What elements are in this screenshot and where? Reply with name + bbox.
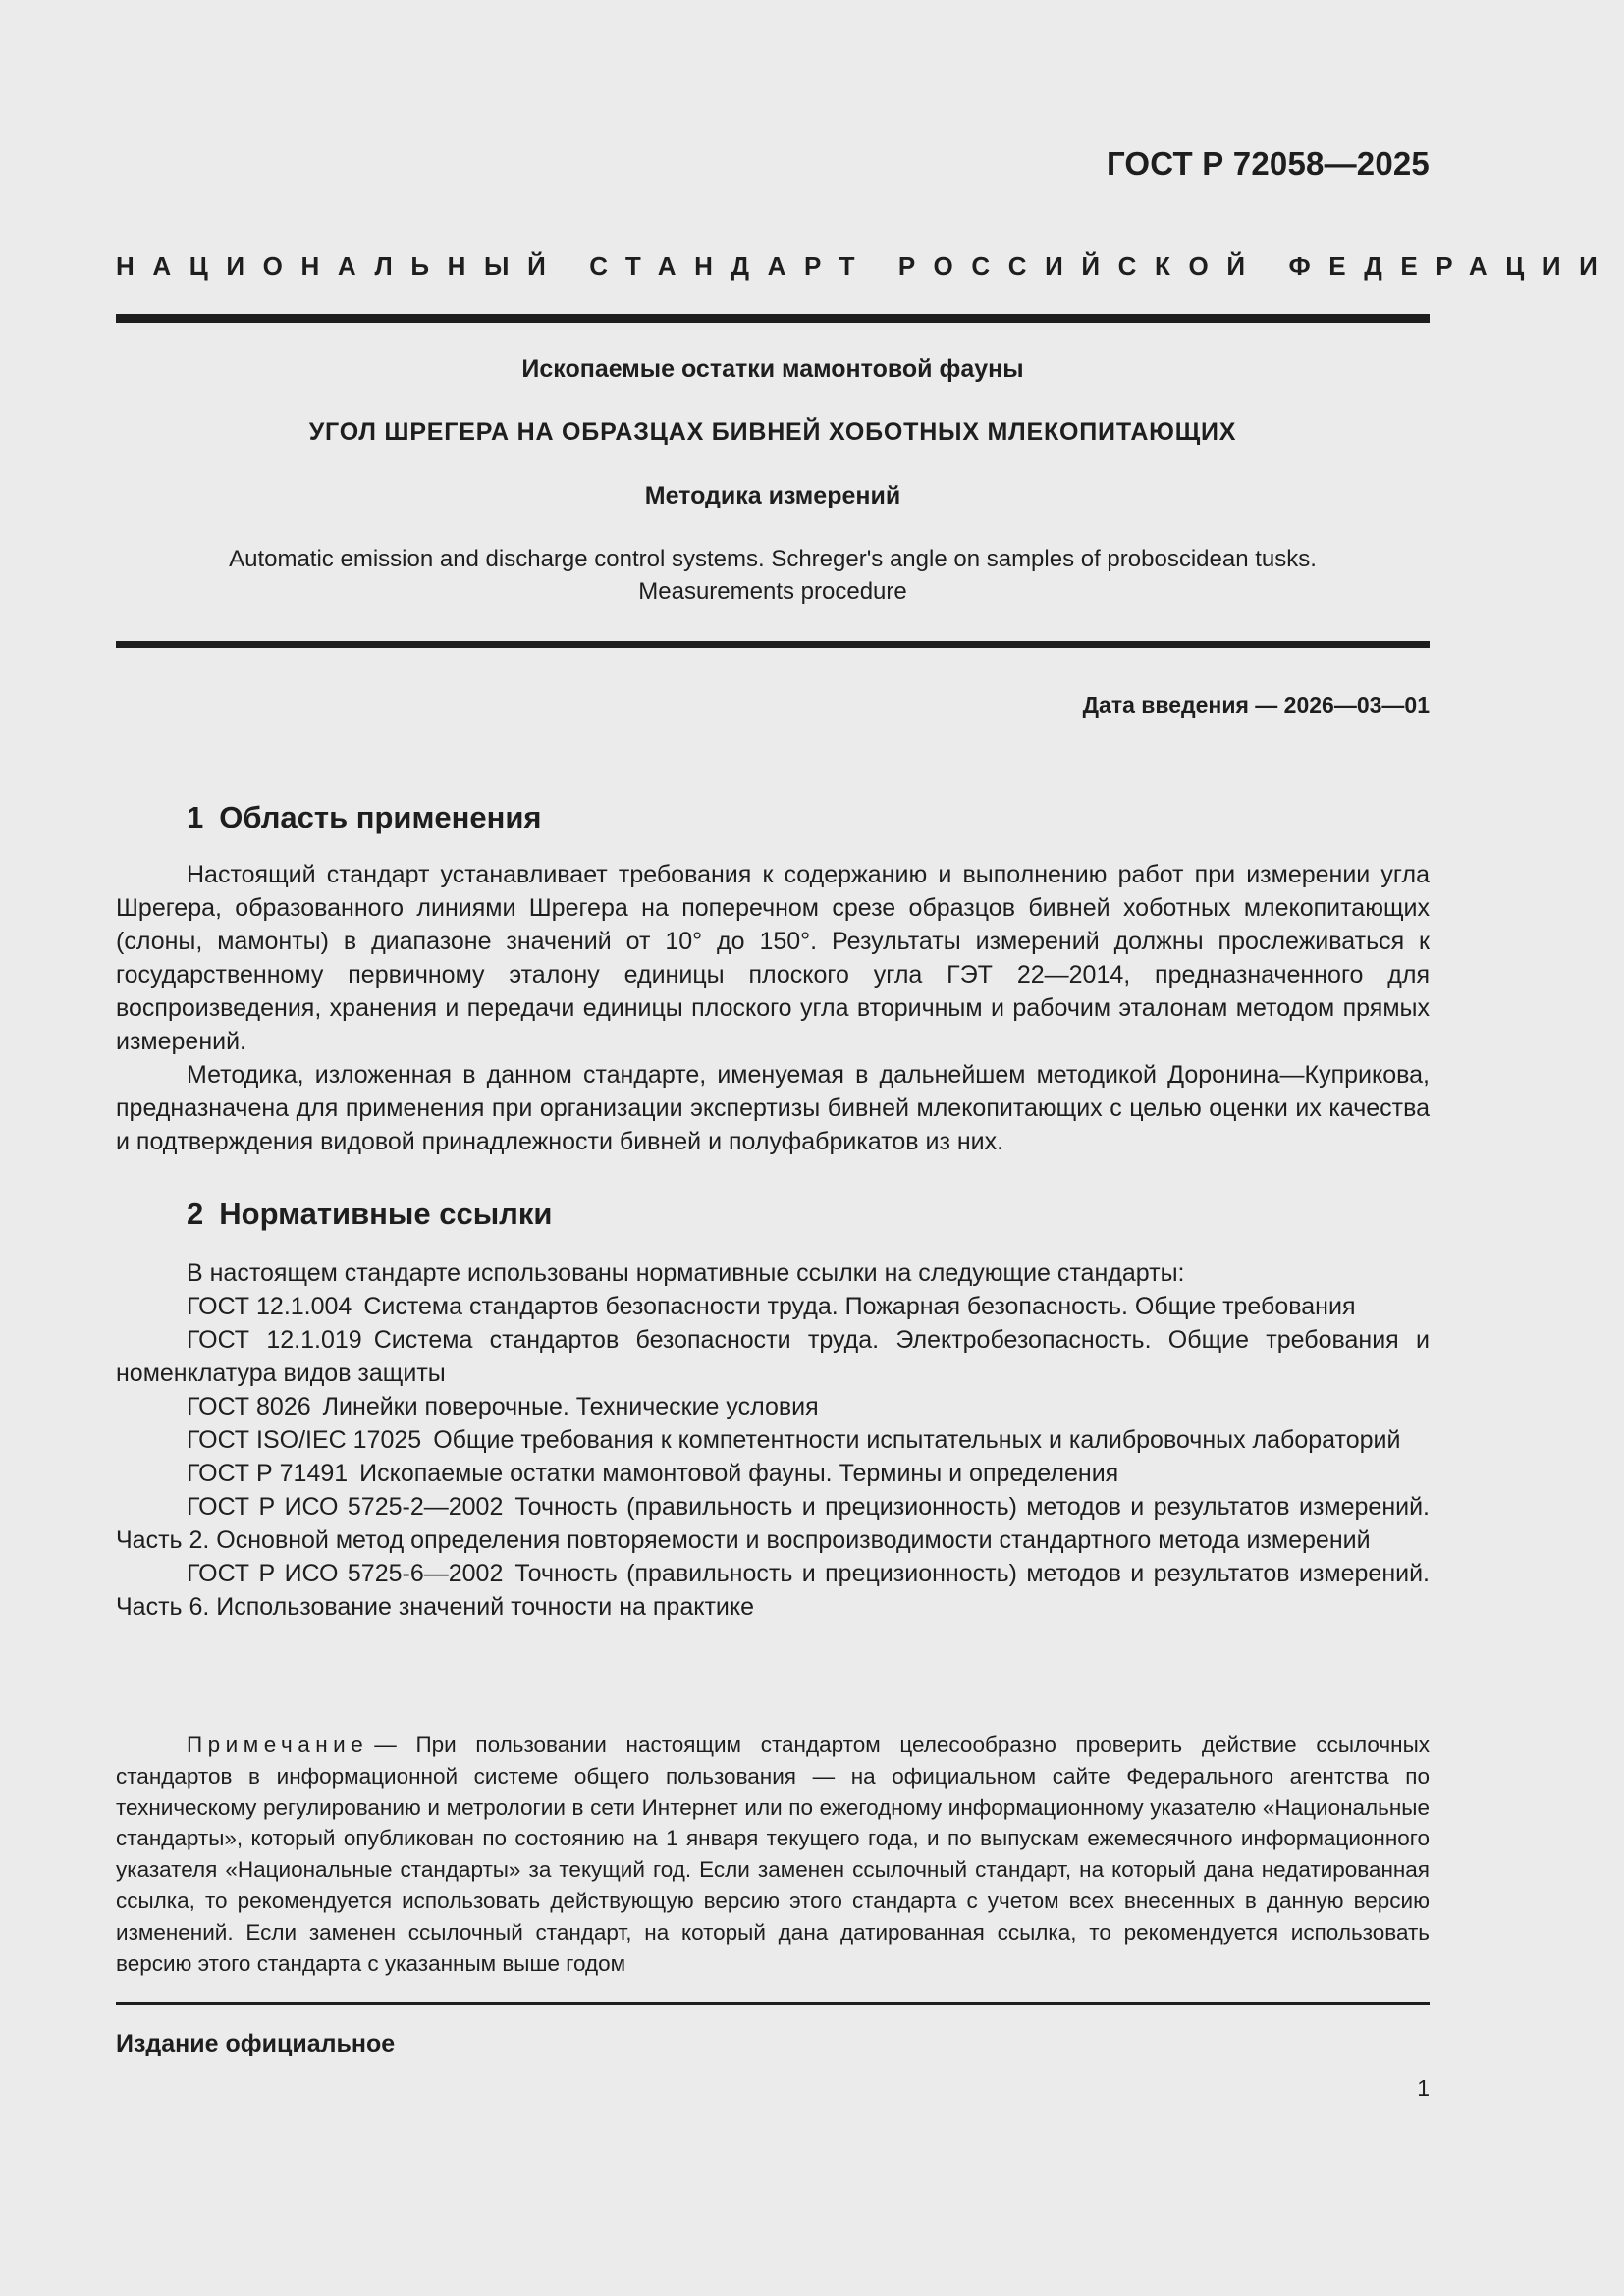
note-block bbox=[116, 1730, 1430, 1979]
section-1-body bbox=[116, 858, 1430, 1158]
section-2-intro: В настоящем стандарте использованы нормативные ссылки на следующие стандарты: bbox=[187, 1259, 1185, 1287]
section-2-title: Нормативные ссылки bbox=[219, 1197, 553, 1231]
reference-code: ГОСТ 12.1.019 bbox=[187, 1326, 362, 1354]
document-title: УГОЛ ШРЕГЕРА НА ОБРАЗЦАХ БИВНЕЙ ХОБОТНЫХ МЛЕКОПИТАЮЩИХ bbox=[308, 418, 1237, 446]
normative-reference bbox=[116, 1457, 1430, 1490]
footer-divider bbox=[116, 2002, 1430, 2005]
introduction-date: Дата введения — 2026—03—01 bbox=[1082, 692, 1430, 718]
section-1-heading bbox=[116, 800, 1500, 835]
normative-reference bbox=[116, 1490, 1430, 1557]
normative-reference bbox=[116, 1290, 1430, 1323]
section-1-number: 1 bbox=[187, 800, 204, 834]
national-standard-label: НАЦИОНАЛЬНЫЙ СТАНДАРТ РОССИЙСКОЙ ФЕДЕРАЦИИ bbox=[116, 251, 1616, 281]
note-text: — При пользовании настоящим стандартом целесообразно проверить действие ссылочных стандартов в информационной системе общего пользования — на официальном сайте Федерального агентства по техническому регулированию и метрологии в сети Интернет или по ежегодному информационному указателю «Национальные стандарты», который опубликован по состоянию на 1 января текущего года, и по выпускам ежемесячного информационного указателя «Национальные стандарты» за текущий год. Если заменен ссылочный стандарт, на который дана недатированная ссылка, то рекомендуется использовать действующую версию этого стандарта с учетом всех внесенных в данную версию изменений. Если заменен ссылочный стандарт, на который дана датированная ссылка, то рекомендуется использовать версию этого стандарта с указанным выше годом bbox=[116, 1733, 1430, 1976]
section-1-paragraph: Настоящий стандарт устанавливает требования к содержанию и выполнению работ при измерении угла Шрегера, образованного линиями Шрегера на поперечном срезе образцов бивней хоботных млекопитающих (слоны, мамонты) в диапазоне значений от 10° до 150°. Результаты измерений должны прослеживаться к государственному первичному эталону единицы плоского угла ГЭТ 22—2014, предназначенного для воспроизведения, хранения и передачи единицы плоского угла вторичным и рабочим эталонам методом прямых измерений. bbox=[116, 861, 1430, 1055]
document-subject: Ископаемые остатки мамонтовой фауны bbox=[521, 355, 1024, 383]
normative-reference bbox=[116, 1323, 1430, 1390]
english-title-line-2: Measurements procedure bbox=[638, 578, 907, 605]
official-edition-label: Издание официальное bbox=[116, 2030, 396, 2057]
section-1-title: Область применения bbox=[219, 800, 542, 834]
normative-reference bbox=[116, 1390, 1430, 1423]
reference-title: Точность (правильность и прецизионность) методов и результатов измерений. Часть 2. Основной метод определения повторяемости и воспроизводимости стандартного метода измерений bbox=[116, 1493, 1431, 1554]
reference-title: Общие требования к компетентности испытательных и калибровочных лабораторий bbox=[433, 1426, 1401, 1454]
page-number: 1 bbox=[1417, 2075, 1430, 2101]
reference-code: ГОСТ ISO/IEC 17025 bbox=[187, 1426, 422, 1454]
english-title bbox=[116, 543, 1430, 608]
reference-title: Система стандартов безопасности труда. Пожарная безопасность. Общие требования bbox=[363, 1293, 1356, 1320]
title-divider bbox=[116, 641, 1430, 648]
reference-title: Линейки поверочные. Технические условия bbox=[322, 1393, 819, 1420]
gost-code: ГОСТ Р 72058—2025 bbox=[1106, 145, 1430, 182]
reference-code: ГОСТ 8026 bbox=[187, 1393, 311, 1420]
section-1-paragraph: Методика, изложенная в данном стандарте, именуемая в дальнейшем методикой Доронина—Куприкова, предназначена для применения при организации экспертизы бивней млекопитающих с целью оценки их качества и подтверждения видовой принадлежности бивней и полуфабрикатов из них. bbox=[116, 1061, 1430, 1155]
document-page bbox=[116, 0, 1616, 2296]
reference-title: Точность (правильность и прецизионность) методов и результатов измерений. Часть 6. Использование значений точности на практике bbox=[116, 1560, 1431, 1621]
top-divider bbox=[116, 314, 1430, 323]
note-paragraph bbox=[116, 1730, 1430, 1979]
reference-code: ГОСТ Р 71491 bbox=[187, 1460, 349, 1487]
reference-code: ГОСТ 12.1.004 bbox=[187, 1293, 352, 1320]
reference-code: ГОСТ Р ИСО 5725-2—2002 bbox=[187, 1493, 504, 1521]
section-2-number: 2 bbox=[187, 1197, 204, 1231]
section-2-body bbox=[116, 1256, 1430, 1624]
document-method: Методика измерений bbox=[644, 482, 901, 509]
normative-reference bbox=[116, 1557, 1430, 1624]
note-label: Примечание bbox=[187, 1733, 369, 1757]
reference-code: ГОСТ Р ИСО 5725-6—2002 bbox=[187, 1560, 504, 1587]
reference-title: Система стандартов безопасности труда. Электробезопасность. Общие требования и номенклатура видов защиты bbox=[116, 1326, 1430, 1387]
section-2-heading bbox=[116, 1197, 1500, 1232]
english-title-line-1: Automatic emission and discharge control systems. Schreger's angle on samples of proboscidean tusks. bbox=[229, 546, 1317, 572]
reference-title: Ископаемые остатки мамонтовой фауны. Термины и определения bbox=[359, 1460, 1119, 1487]
normative-reference bbox=[116, 1423, 1430, 1457]
